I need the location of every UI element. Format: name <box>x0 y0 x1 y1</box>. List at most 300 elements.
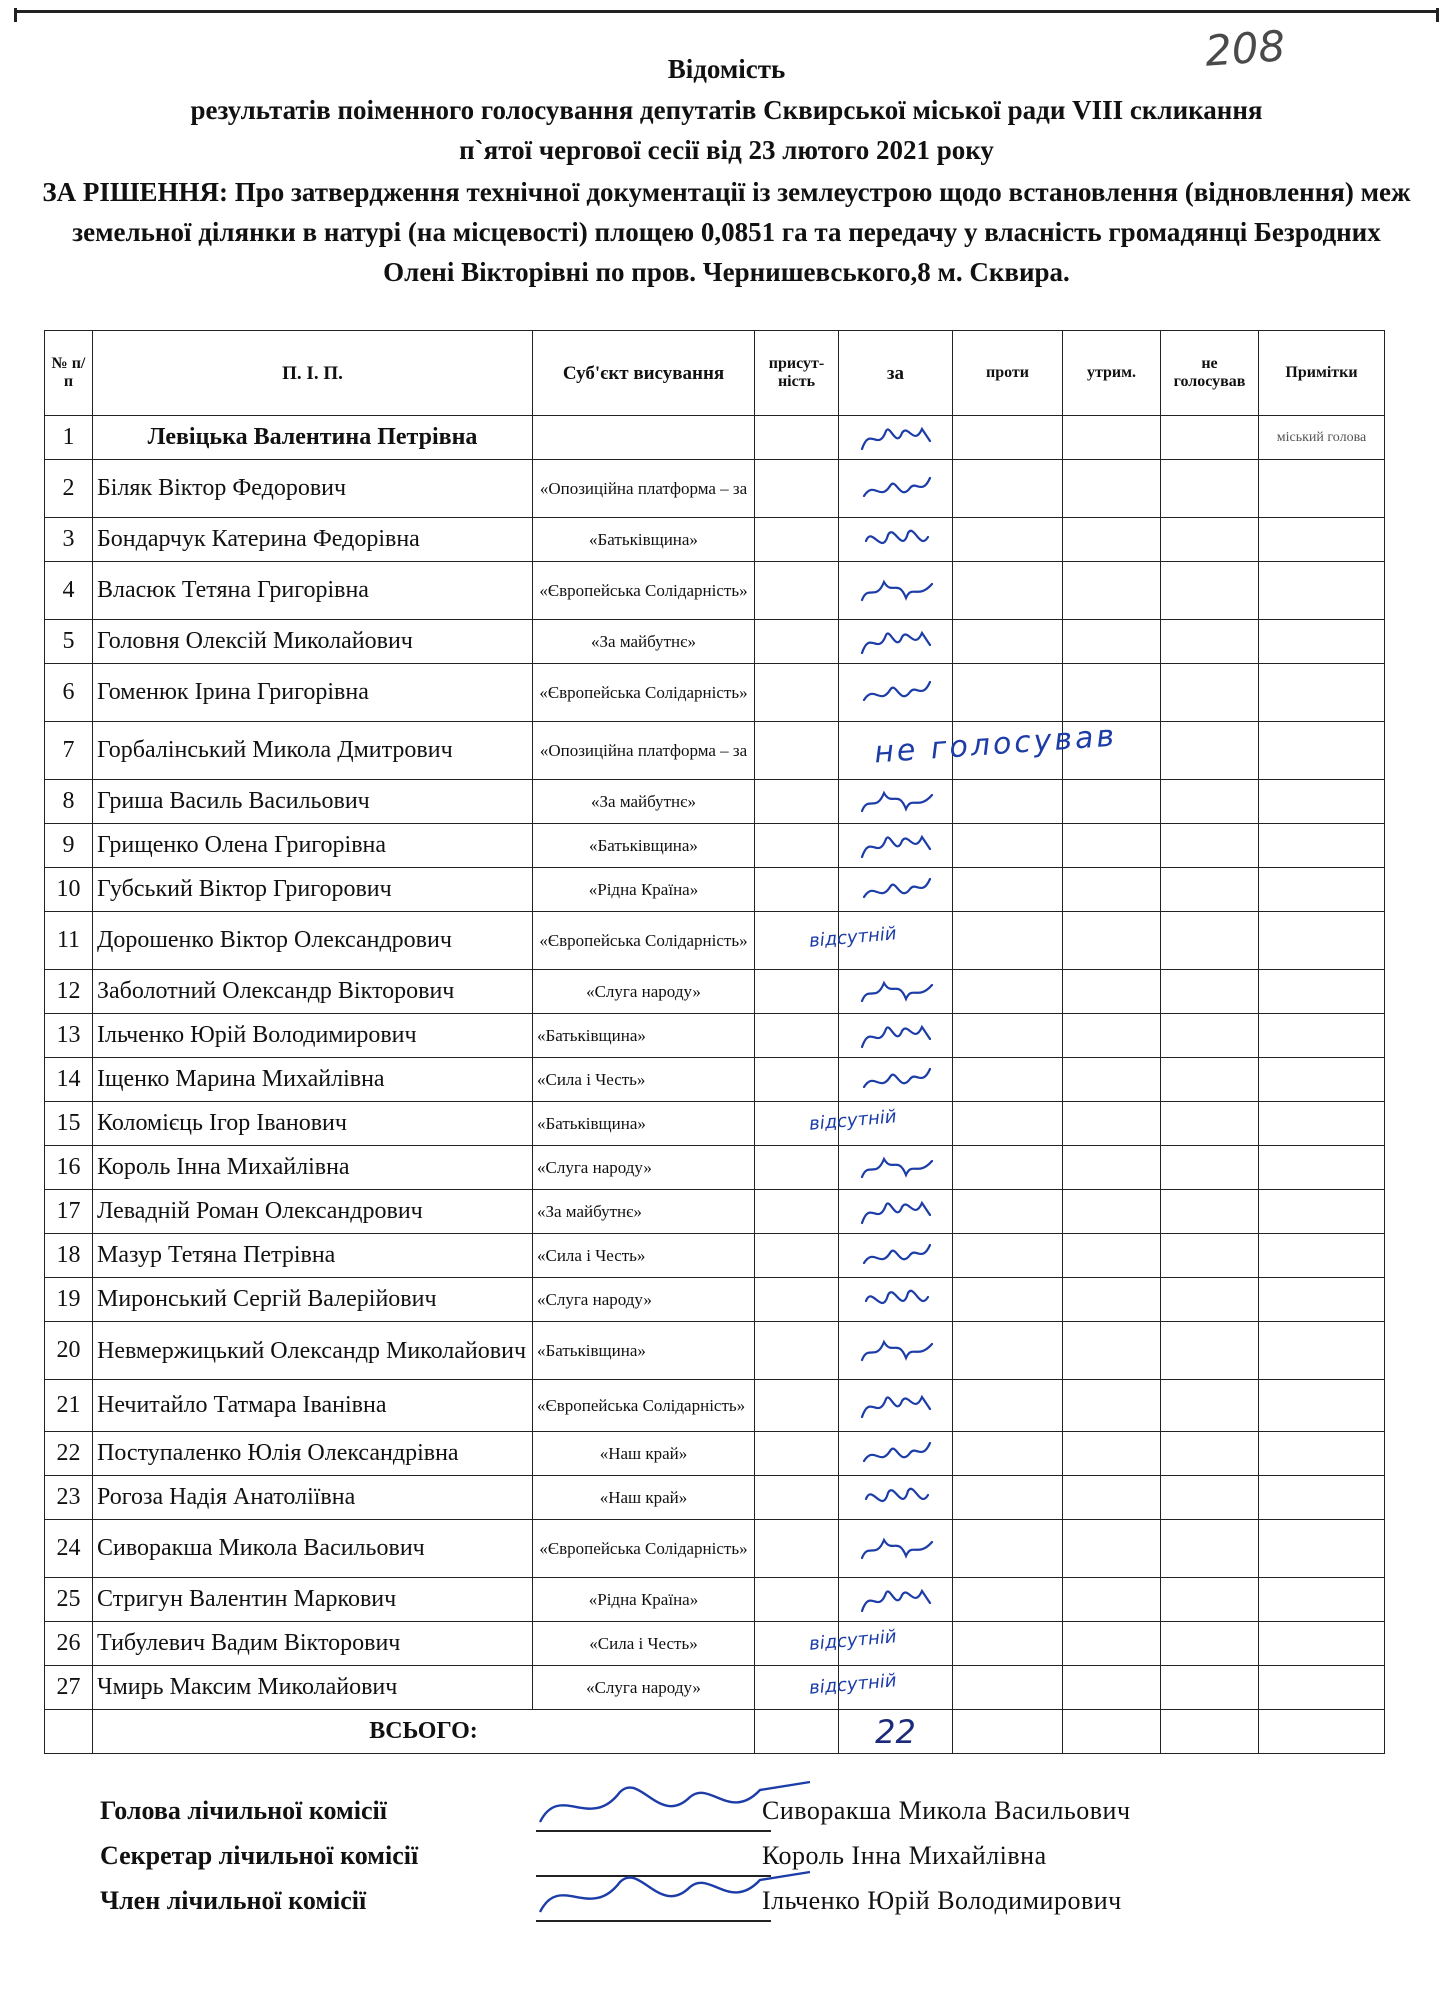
vote-abstain-cell <box>1063 970 1161 1014</box>
vote-against-cell <box>953 868 1063 912</box>
vote-signature <box>856 1017 936 1055</box>
note-cell <box>1259 1476 1385 1520</box>
row-number: 27 <box>45 1666 93 1710</box>
present-cell <box>755 1014 839 1058</box>
row-number: 13 <box>45 1014 93 1058</box>
vote-notvoted-cell <box>1161 1432 1259 1476</box>
note-cell <box>1259 1014 1385 1058</box>
signature-row <box>100 1880 1350 1928</box>
vote-notvoted-cell <box>1161 1380 1259 1432</box>
table-row <box>45 824 1385 868</box>
vote-for-cell <box>839 970 953 1014</box>
page-number: 208 <box>1203 21 1287 76</box>
handwritten-absent: відсутній <box>808 1625 898 1655</box>
total-row <box>45 1710 1385 1754</box>
table-row <box>45 1058 1385 1102</box>
row-number: 2 <box>45 460 93 518</box>
total-present-cell <box>755 1710 839 1754</box>
vote-for-cell <box>839 868 953 912</box>
col-name-header: П. І. П. <box>93 331 533 416</box>
deputy-name: Король Інна Михайлівна <box>93 1146 533 1190</box>
vote-abstain-cell <box>1063 912 1161 970</box>
document-header <box>40 48 1413 292</box>
row-number: 20 <box>45 1322 93 1380</box>
vote-notvoted-cell <box>1161 1014 1259 1058</box>
vote-against-cell <box>953 620 1063 664</box>
vote-for-cell <box>839 1520 953 1578</box>
vote-against-cell <box>953 1146 1063 1190</box>
col-party-header: Суб'єкт висування <box>533 331 755 416</box>
row-number: 25 <box>45 1578 93 1622</box>
party-name: «Європейська Солідарність» <box>533 1380 755 1432</box>
signature-name: Король Інна Михайлівна <box>762 1841 1047 1870</box>
deputy-name: Грищенко Олена Григорівна <box>93 824 533 868</box>
vote-notvoted-cell <box>1161 416 1259 460</box>
present-cell <box>755 1520 839 1578</box>
deputy-name: Біляк Віктор Федорович <box>93 460 533 518</box>
party-name: «Опозиційна платформа – за <box>533 460 755 518</box>
session-line: п`ятої чергової сесії від 23 лютого 2021 року <box>459 135 994 165</box>
vote-notvoted-cell <box>1161 970 1259 1014</box>
present-cell <box>755 1476 839 1520</box>
vote-notvoted-cell <box>1161 1058 1259 1102</box>
present-cell <box>755 824 839 868</box>
note-cell <box>1259 722 1385 780</box>
party-name: «За майбутнє» <box>533 620 755 664</box>
deputy-name: Невмержицький Олександр Миколайович <box>93 1322 533 1380</box>
party-name: «Слуга народу» <box>533 970 755 1014</box>
vote-notvoted-cell <box>1161 824 1259 868</box>
deputy-name: Ільченко Юрій Володимирович <box>93 1014 533 1058</box>
note-cell <box>1259 1432 1385 1476</box>
row-number: 15 <box>45 1102 93 1146</box>
document-subtitle: результатів поіменного голосування депутатів Сквирської міської ради VIII скликання <box>190 95 1263 125</box>
row-number: 10 <box>45 868 93 912</box>
row-number: 8 <box>45 780 93 824</box>
vote-abstain-cell <box>1063 824 1161 868</box>
decision-text: ЗА РІШЕННЯ: Про затвердження технічної документації із землеустрою щодо встановлення (відновлення) меж земельної ділянки в натурі (на місцевості) площею 0,0851 га та передачу у власність громадянці Безродних Олені Вікторівні по пров. Чернишевського,8 м. Сквира. <box>42 177 1411 287</box>
vote-against-cell <box>953 912 1063 970</box>
table-row <box>45 620 1385 664</box>
total-label: ВСЬОГО: <box>93 1710 755 1754</box>
vote-against-cell <box>953 1432 1063 1476</box>
note-cell <box>1259 1622 1385 1666</box>
note-cell <box>1259 1234 1385 1278</box>
note-cell <box>1259 620 1385 664</box>
row-number: 26 <box>45 1622 93 1666</box>
vote-signature <box>856 1281 936 1319</box>
table-row <box>45 1278 1385 1322</box>
present-cell <box>755 518 839 562</box>
signature-role: Секретар лічильної комісії <box>100 1841 419 1870</box>
vote-abstain-cell <box>1063 1102 1161 1146</box>
deputy-name: Власюк Тетяна Григорівна <box>93 562 533 620</box>
row-number: 12 <box>45 970 93 1014</box>
table-row <box>45 562 1385 620</box>
note-cell <box>1259 1666 1385 1710</box>
table-row <box>45 1432 1385 1476</box>
party-name: «Батьківщина» <box>533 824 755 868</box>
vote-abstain-cell <box>1063 1146 1161 1190</box>
table-row <box>45 1190 1385 1234</box>
vote-signature <box>856 623 936 661</box>
total-abstain-cell <box>1063 1710 1161 1754</box>
row-number: 5 <box>45 620 93 664</box>
vote-signature <box>856 1193 936 1231</box>
table-row <box>45 868 1385 912</box>
vote-signature <box>856 674 936 712</box>
col-notes-header: Примітки <box>1259 331 1385 416</box>
deputy-name: Миронський Сергій Валерійович <box>93 1278 533 1322</box>
vote-notvoted-cell <box>1161 780 1259 824</box>
vote-against-cell <box>953 1322 1063 1380</box>
note-cell <box>1259 970 1385 1014</box>
signature-name: Сиворакша Микола Васильович <box>762 1796 1131 1825</box>
vote-signature <box>856 1061 936 1099</box>
present-cell <box>755 1278 839 1322</box>
party-name: «Сила і Честь» <box>533 1058 755 1102</box>
vote-signature <box>856 419 936 457</box>
vote-notvoted-cell <box>1161 518 1259 562</box>
vote-notvoted-cell <box>1161 1520 1259 1578</box>
vote-against-cell <box>953 1578 1063 1622</box>
note-cell <box>1259 1146 1385 1190</box>
table-row <box>45 970 1385 1014</box>
vote-notvoted-cell <box>1161 460 1259 518</box>
note-cell <box>1259 1578 1385 1622</box>
vote-signature <box>856 783 936 821</box>
deputy-name: Горбалінський Микола Дмитрович <box>93 722 533 780</box>
vote-against-cell <box>953 1380 1063 1432</box>
party-name: «Батьківщина» <box>533 1322 755 1380</box>
vote-against-cell <box>953 1476 1063 1520</box>
party-name: «Європейська Солідарність» <box>533 664 755 722</box>
vote-signature <box>856 572 936 610</box>
row-number: 16 <box>45 1146 93 1190</box>
signature-name: Ільченко Юрій Володимирович <box>762 1886 1122 1915</box>
vote-against-cell <box>953 1278 1063 1322</box>
deputy-name: Поступаленко Юлія Олександрівна <box>93 1432 533 1476</box>
row-number: 21 <box>45 1380 93 1432</box>
vote-notvoted-cell <box>1161 1146 1259 1190</box>
vote-for-cell <box>839 1278 953 1322</box>
table-row <box>45 518 1385 562</box>
vote-for-cell <box>839 1380 953 1432</box>
party-name: «Рідна Країна» <box>533 1578 755 1622</box>
vote-signature <box>856 1332 936 1370</box>
deputy-name: Рогоза Надія Анатоліївна <box>93 1476 533 1520</box>
vote-abstain-cell <box>1063 1666 1161 1710</box>
vote-for-cell <box>839 562 953 620</box>
vote-notvoted-cell <box>1161 1476 1259 1520</box>
party-name: «Наш край» <box>533 1432 755 1476</box>
deputy-name: Нечитайло Татмара Іванівна <box>93 1380 533 1432</box>
col-for-header: за <box>839 331 953 416</box>
vote-abstain-cell <box>1063 562 1161 620</box>
voting-table <box>44 330 1385 1754</box>
col-against-header: проти <box>953 331 1063 416</box>
vote-for-cell <box>839 460 953 518</box>
vote-notvoted-cell <box>1161 868 1259 912</box>
deputy-name: Мазур Тетяна Петрівна <box>93 1234 533 1278</box>
vote-notvoted-cell <box>1161 1322 1259 1380</box>
vote-abstain-cell <box>1063 1058 1161 1102</box>
vote-signature <box>856 1479 936 1517</box>
vote-against-cell <box>953 1234 1063 1278</box>
table-row <box>45 780 1385 824</box>
vote-for-cell <box>839 1322 953 1380</box>
total-against-cell <box>953 1710 1063 1754</box>
vote-abstain-cell <box>1063 1322 1161 1380</box>
deputy-name: Заболотний Олександр Вікторович <box>93 970 533 1014</box>
table-row <box>45 460 1385 518</box>
top-border-tick <box>1436 8 1439 22</box>
present-cell <box>755 1322 839 1380</box>
vote-notvoted-cell <box>1161 722 1259 780</box>
table-header-row <box>45 331 1385 416</box>
note-cell <box>1259 1278 1385 1322</box>
vote-signature <box>856 973 936 1011</box>
handwritten-absent: відсутній <box>808 922 898 952</box>
vote-signature <box>856 1435 936 1473</box>
vote-signature <box>856 521 936 559</box>
note-cell <box>1259 562 1385 620</box>
note-cell <box>1259 1322 1385 1380</box>
vote-abstain-cell <box>1063 416 1161 460</box>
vote-against-cell <box>953 824 1063 868</box>
vote-abstain-cell <box>1063 664 1161 722</box>
vote-for-cell <box>839 1432 953 1476</box>
top-border-line <box>14 10 1439 13</box>
handwritten-absent: відсутній <box>808 1669 898 1699</box>
note-cell <box>1259 912 1385 970</box>
party-name: «Європейська Солідарність» <box>533 562 755 620</box>
row-number: 11 <box>45 912 93 970</box>
deputy-name: Бондарчук Катерина Федорівна <box>93 518 533 562</box>
party-name: «Батьківщина» <box>533 1014 755 1058</box>
deputy-name: Левадній Роман Олександрович <box>93 1190 533 1234</box>
deputy-name: Гриша Василь Васильович <box>93 780 533 824</box>
present-cell <box>755 1578 839 1622</box>
vote-notvoted-cell <box>1161 664 1259 722</box>
vote-for-cell <box>839 1476 953 1520</box>
vote-notvoted-cell <box>1161 1278 1259 1322</box>
col-present-header: присут-ність <box>755 331 839 416</box>
vote-notvoted-cell <box>1161 1578 1259 1622</box>
row-number: 1 <box>45 416 93 460</box>
vote-signature <box>856 1530 936 1568</box>
row-number: 6 <box>45 664 93 722</box>
vote-against-cell <box>953 518 1063 562</box>
col-abstain-header: утрим. <box>1063 331 1161 416</box>
vote-notvoted-cell <box>1161 1666 1259 1710</box>
document-title: Відомість <box>667 54 786 84</box>
note-cell <box>1259 1520 1385 1578</box>
present-cell <box>755 1190 839 1234</box>
present-cell <box>755 1380 839 1432</box>
deputy-name: Губський Віктор Григорович <box>93 868 533 912</box>
table-row <box>45 1578 1385 1622</box>
vote-for-cell <box>839 1014 953 1058</box>
vote-for-cell <box>839 518 953 562</box>
present-cell <box>755 1058 839 1102</box>
row-number: 23 <box>45 1476 93 1520</box>
party-name: «Опозиційна платформа – за <box>533 722 755 780</box>
party-name: «За майбутнє» <box>533 780 755 824</box>
row-number: 3 <box>45 518 93 562</box>
table-row <box>45 1622 1385 1666</box>
table-row <box>45 1520 1385 1578</box>
vote-for-cell <box>839 780 953 824</box>
col-num-header: № п/п <box>45 331 93 416</box>
deputy-name: Дорошенко Віктор Олександрович <box>93 912 533 970</box>
vote-signature <box>856 827 936 865</box>
vote-abstain-cell <box>1063 1380 1161 1432</box>
vote-abstain-cell <box>1063 1520 1161 1578</box>
vote-notvoted-cell <box>1161 1234 1259 1278</box>
vote-against-cell <box>953 460 1063 518</box>
vote-signature <box>856 470 936 508</box>
table-row <box>45 912 1385 970</box>
note-cell <box>1259 780 1385 824</box>
vote-against-cell <box>953 1622 1063 1666</box>
signature-role: Член лічильної комісії <box>100 1886 367 1915</box>
vote-notvoted-cell <box>1161 1190 1259 1234</box>
vote-abstain-cell <box>1063 868 1161 912</box>
vote-abstain-cell <box>1063 1578 1161 1622</box>
table-row <box>45 1146 1385 1190</box>
party-name: «Батьківщина» <box>533 518 755 562</box>
present-cell <box>755 970 839 1014</box>
deputy-name: Іщенко Марина Михайлівна <box>93 1058 533 1102</box>
party-name: «Батьківщина» <box>533 1102 755 1146</box>
table-row <box>45 1234 1385 1278</box>
vote-against-cell <box>953 1520 1063 1578</box>
vote-for-cell <box>839 620 953 664</box>
present-cell <box>755 1234 839 1278</box>
vote-for-cell <box>839 416 953 460</box>
deputy-name: Гоменюк Ірина Григорівна <box>93 664 533 722</box>
vote-abstain-cell <box>1063 1432 1161 1476</box>
present-cell <box>755 1146 839 1190</box>
deputy-name: Сиворакша Микола Васильович <box>93 1520 533 1578</box>
table-row <box>45 1476 1385 1520</box>
handwritten-not-voted: не голосував <box>873 718 1119 770</box>
deputy-name: Левіцька Валентина Петрівна <box>93 416 533 460</box>
vote-notvoted-cell <box>1161 620 1259 664</box>
vote-against-cell <box>953 562 1063 620</box>
top-border-tick <box>14 8 17 22</box>
vote-against-cell <box>953 664 1063 722</box>
vote-signature <box>856 871 936 909</box>
party-name: «Сила і Честь» <box>533 1622 755 1666</box>
party-name: «Європейська Солідарність» <box>533 912 755 970</box>
present-cell <box>755 722 839 780</box>
present-cell <box>755 780 839 824</box>
row-number: 7 <box>45 722 93 780</box>
note-cell <box>1259 664 1385 722</box>
vote-against-cell <box>953 1014 1063 1058</box>
vote-against-cell <box>953 1666 1063 1710</box>
deputy-name: Тибулевич Вадим Вікторович <box>93 1622 533 1666</box>
vote-notvoted-cell <box>1161 912 1259 970</box>
vote-for-cell <box>839 1058 953 1102</box>
table-row <box>45 1380 1385 1432</box>
note-cell <box>1259 1102 1385 1146</box>
table-row <box>45 664 1385 722</box>
party-name: «Рідна Країна» <box>533 868 755 912</box>
vote-for-cell <box>839 1190 953 1234</box>
vote-notvoted-cell <box>1161 562 1259 620</box>
vote-abstain-cell <box>1063 460 1161 518</box>
table-row <box>45 1014 1385 1058</box>
vote-for-cell <box>839 1146 953 1190</box>
note-cell: міський голова <box>1259 416 1385 460</box>
total-for-value: 22 <box>839 1710 953 1754</box>
row-number: 19 <box>45 1278 93 1322</box>
note-cell <box>1259 1058 1385 1102</box>
vote-abstain-cell <box>1063 1622 1161 1666</box>
deputy-name: Стригун Валентин Маркович <box>93 1578 533 1622</box>
table-row <box>45 416 1385 460</box>
vote-abstain-cell <box>1063 1278 1161 1322</box>
vote-signature <box>856 1149 936 1187</box>
vote-against-cell <box>953 1190 1063 1234</box>
party-name: «Європейська Солідарність» <box>533 1520 755 1578</box>
row-number: 18 <box>45 1234 93 1278</box>
row-number: 24 <box>45 1520 93 1578</box>
row-number: 9 <box>45 824 93 868</box>
vote-signature <box>856 1581 936 1619</box>
present-cell <box>755 460 839 518</box>
vote-notvoted-cell <box>1161 1102 1259 1146</box>
row-number: 4 <box>45 562 93 620</box>
table-body <box>45 416 1385 1710</box>
vote-against-cell <box>953 1102 1063 1146</box>
present-cell <box>755 1432 839 1476</box>
party-name: «Слуга народу» <box>533 1146 755 1190</box>
table-row <box>45 1102 1385 1146</box>
note-cell <box>1259 1380 1385 1432</box>
deputy-name: Чмирь Максим Миколайович <box>93 1666 533 1710</box>
vote-signature <box>856 1387 936 1425</box>
note-cell <box>1259 868 1385 912</box>
vote-abstain-cell <box>1063 620 1161 664</box>
present-cell <box>755 620 839 664</box>
note-cell <box>1259 1190 1385 1234</box>
signature-row <box>100 1790 1350 1838</box>
total-num-cell <box>45 1710 93 1754</box>
vote-abstain-cell <box>1063 1190 1161 1234</box>
row-number: 17 <box>45 1190 93 1234</box>
table-row <box>45 1666 1385 1710</box>
signature-role: Голова лічильної комісії <box>100 1796 387 1825</box>
party-name <box>533 416 755 460</box>
handwritten-absent: відсутній <box>808 1105 898 1135</box>
present-cell <box>755 416 839 460</box>
vote-for-cell <box>839 824 953 868</box>
party-name: «За майбутнє» <box>533 1190 755 1234</box>
present-cell <box>755 664 839 722</box>
party-name: «Сила і Честь» <box>533 1234 755 1278</box>
col-notvoted-header: не голосував <box>1161 331 1259 416</box>
note-cell <box>1259 518 1385 562</box>
vote-notvoted-cell <box>1161 1622 1259 1666</box>
vote-against-cell <box>953 1058 1063 1102</box>
party-name: «Слуга народу» <box>533 1666 755 1710</box>
vote-against-cell <box>953 780 1063 824</box>
vote-abstain-cell <box>1063 1476 1161 1520</box>
